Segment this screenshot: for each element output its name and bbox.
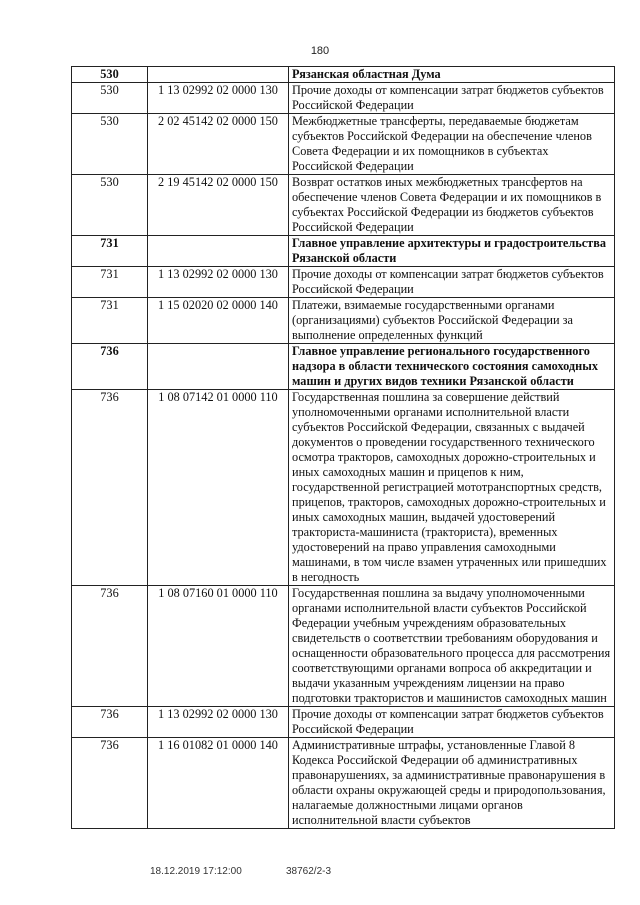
budget-code-cell: 1 08 07160 01 0000 110 [148, 586, 289, 707]
budget-code-cell: 2 02 45142 02 0000 150 [148, 114, 289, 175]
description-cell: Платежи, взимаемые государственными органами (организациями) субъектов Российской Федерации за выполнение определенных функций [289, 298, 615, 344]
admin-code-cell: 731 [72, 298, 148, 344]
admin-code-cell: 736 [72, 586, 148, 707]
table-row [72, 390, 615, 586]
admin-code-cell: 736 [72, 738, 148, 829]
description-cell: Государственная пошлина за совершение действий уполномоченными органами исполнительной власти субъектов Российской Федерации, связанных с выдачей документов о проведении государственного технического осмотра тракторов, самоходных дорожно-строительных и иных самоходных машин и прицепов к ним, государственной регистрацией мототранспортных средств, прицепов, тракторов, самоходных дорожно-строительных и иных самоходных машин, выдачей удостоверений тракториста-машиниста (тракториста), временных удостоверений на право управления самоходными машинами, в том числе взамен утраченных или пришедших в негодность [289, 390, 615, 586]
table-row [72, 586, 615, 707]
description-cell: Главное управление регионального государственного надзора в области технического состояния самоходных машин и других видов техники Рязанской области [289, 344, 615, 390]
description-cell: Государственная пошлина за выдачу уполномоченными органами исполнительной власти субъектов Российской Федерации учебным учреждениям образовательных свидетельств о соответствии требованиям оборудования и оснащенности образовательного процесса для рассмотрения соответствующими органами вопроса об аккредитации и выдачи указанным учреждениям лицензии на право подготовки трактористов и машинистов самоходных машин [289, 586, 615, 707]
table-row [72, 175, 615, 236]
admin-code-cell: 736 [72, 390, 148, 586]
table-section-header-row [72, 67, 615, 83]
description-cell: Возврат остатков иных межбюджетных трансфертов на обеспечение членов Совета Федерации и их помощников в субъектах Российской Федерации из бюджетов субъектов Российской Федерации [289, 175, 615, 236]
budget-code-cell: 2 19 45142 02 0000 150 [148, 175, 289, 236]
description-cell: Административные штрафы, установленные Главой 8 Кодекса Российской Федерации об административных правонарушениях, за административные правонарушения в области охраны окружающей среды и природопользования, налагаемые должностными лицами органов исполнительной власти субъектов [289, 738, 615, 829]
table-row [72, 298, 615, 344]
budget-code-cell: 1 13 02992 02 0000 130 [148, 707, 289, 738]
description-cell: Главное управление архитектуры и градостроительства Рязанской области [289, 236, 615, 267]
admin-code-cell: 736 [72, 707, 148, 738]
table-row [72, 738, 615, 829]
description-cell: Межбюджетные трансферты, передаваемые бюджетам субъектов Российской Федерации на обеспечение членов Совета Федерации и их помощников в субъектах Российской Федерации [289, 114, 615, 175]
revenue-codes-table [71, 66, 615, 829]
admin-code-cell: 530 [72, 175, 148, 236]
footer-doc-id: 38762/2-3 [286, 866, 332, 877]
table-section-header-row [72, 344, 615, 390]
table-row [72, 707, 615, 738]
admin-code-cell: 736 [72, 344, 148, 390]
footer-date: 18.12.2019 17:12:00 [150, 866, 242, 877]
description-cell: Прочие доходы от компенсации затрат бюджетов субъектов Российской Федерации [289, 707, 615, 738]
admin-code-cell: 530 [72, 67, 148, 83]
admin-code-cell: 731 [72, 236, 148, 267]
budget-code-cell [148, 344, 289, 390]
budget-code-cell: 1 13 02992 02 0000 130 [148, 267, 289, 298]
budget-code-cell: 1 13 02992 02 0000 130 [148, 83, 289, 114]
table-section-header-row [72, 236, 615, 267]
admin-code-cell: 530 [72, 83, 148, 114]
table-row [72, 114, 615, 175]
budget-code-cell: 1 08 07142 01 0000 110 [148, 390, 289, 586]
description-cell: Прочие доходы от компенсации затрат бюджетов субъектов Российской Федерации [289, 83, 615, 114]
admin-code-cell: 530 [72, 114, 148, 175]
budget-code-cell [148, 67, 289, 83]
description-cell: Рязанская областная Дума [289, 67, 615, 83]
budget-code-cell [148, 236, 289, 267]
page-number: 180 [310, 45, 330, 57]
admin-code-cell: 731 [72, 267, 148, 298]
table-row [72, 83, 615, 114]
budget-code-cell: 1 15 02020 02 0000 140 [148, 298, 289, 344]
description-cell: Прочие доходы от компенсации затрат бюджетов субъектов Российской Федерации [289, 267, 615, 298]
table-row [72, 267, 615, 298]
budget-code-cell: 1 16 01082 01 0000 140 [148, 738, 289, 829]
